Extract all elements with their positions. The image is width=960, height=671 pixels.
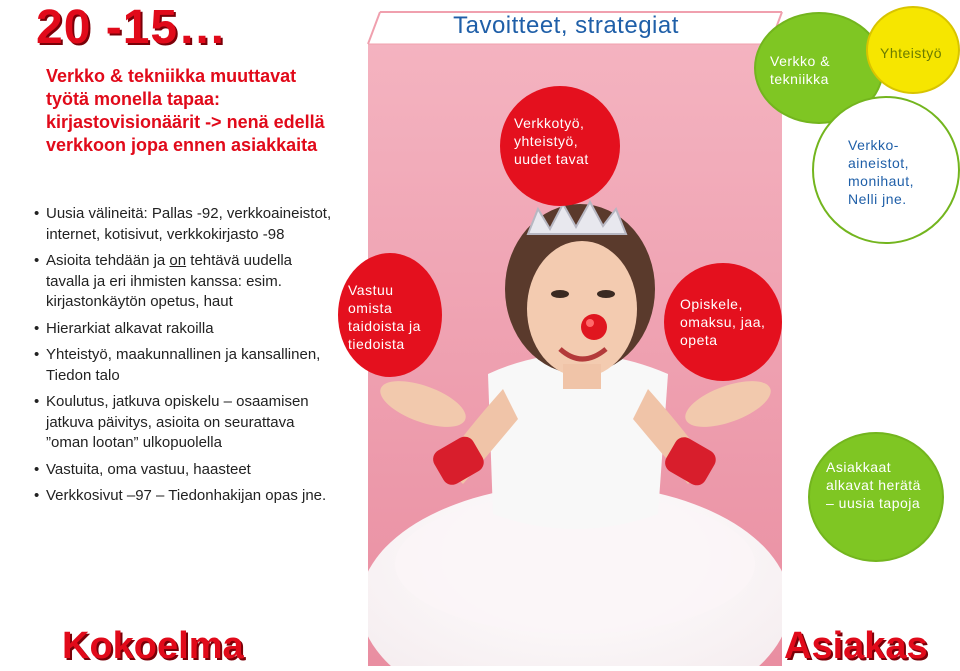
slide-title: 20 -15… xyxy=(36,1,228,54)
vastuu-text: Vastuu omista taidoista ja tiedoista xyxy=(348,282,421,352)
bullet-item: • Uusia välineitä: Pallas -92, verkkoaineistot, internet, kotisivut, verkkokirjasto -98 xyxy=(34,204,334,245)
kokoelma-label: Kokoelma xyxy=(62,625,244,667)
bullet-list xyxy=(34,204,334,513)
asiakas-label: Asiakas xyxy=(784,625,928,667)
bullet-item: • Hierarkiat alkavat rakoilla xyxy=(34,319,334,340)
asiakkaat-text: Asiakkaat alkavat herätä – uusia tapoja xyxy=(826,459,921,511)
yhteistyo-text: Yhteistyö xyxy=(880,45,943,61)
opiskele-text: Opiskele, omaksu, jaa, opeta xyxy=(680,296,766,348)
vastuu-circle xyxy=(338,253,442,377)
verkko-tekniikka-text: Verkko & tekniikka xyxy=(770,53,831,87)
strategy-heading: Tavoitteet, strategiat xyxy=(453,12,679,39)
verkkotyo-text: Verkkotyö, yhteistyö, uudet tavat xyxy=(514,115,589,167)
bullet-item: • Koulutus, jatkuva opiskelu – osaamisen jatkuva päivitys, asioita on seurattava ”oman lootan” ulkopuolella xyxy=(34,392,334,454)
verkkoaineistot-circle xyxy=(812,96,960,244)
yhteistyo-circle xyxy=(866,6,960,94)
verkkoaineistot-text: Verkko-aineistot, monihaut, Nelli jne. xyxy=(848,137,914,207)
bullet-underlined-word: on xyxy=(169,252,187,269)
bullet-item xyxy=(34,251,334,313)
bullet-text: Asioita tehdään ja xyxy=(46,252,170,269)
opiskele-circle xyxy=(664,263,782,381)
verkkotyo-circle xyxy=(500,86,620,206)
bullet-item: • Verkkosivut –97 – Tiedonhakijan opas jne. xyxy=(34,486,334,507)
bullet-item: • Vastuita, oma vastuu, haasteet xyxy=(34,460,334,481)
asiakkaat-circle xyxy=(808,432,944,562)
bullet-item: • Yhteistyö, maakunnallinen ja kansallinen, Tiedon talo xyxy=(34,345,334,386)
slide-subtitle: Verkko & tekniikka muuttavat työtä monella tapaa: kirjastovisionäärit -> nenä edellä verkkoon jopa ennen asiakkaita xyxy=(46,66,325,155)
bullet-text: tehtävä uudella tavalla ja eri ihmisten kanssa: esim. kirjastonkäytön opetus, haut xyxy=(46,252,293,310)
